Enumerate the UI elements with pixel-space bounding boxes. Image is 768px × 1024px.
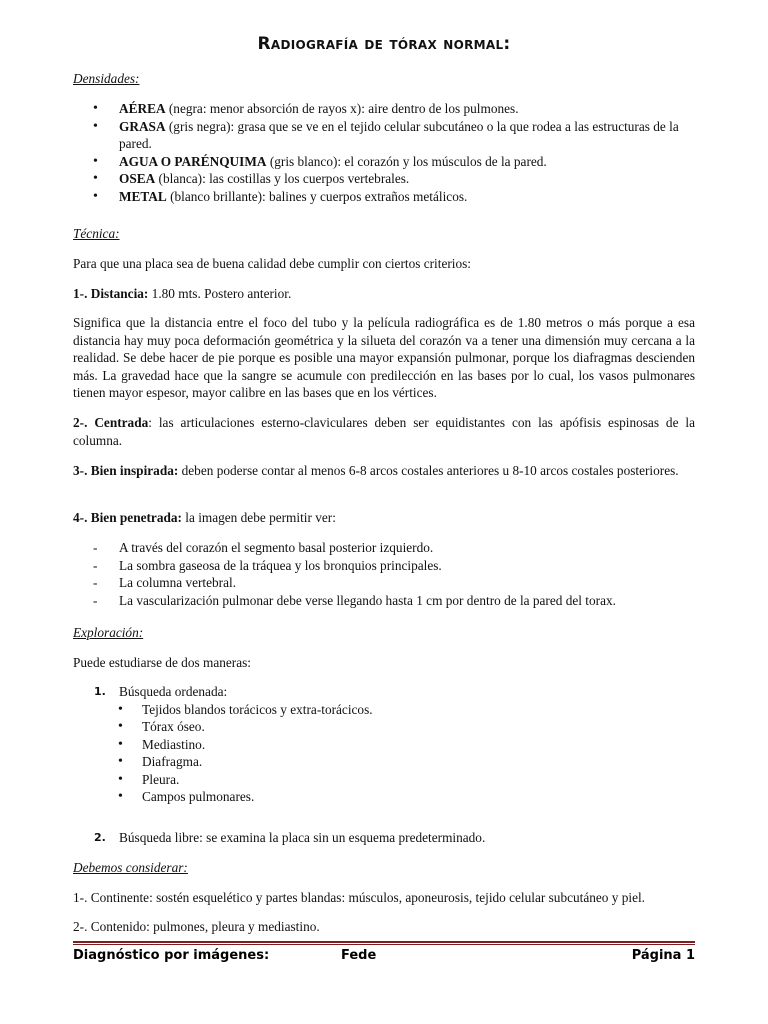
item-number: 2. xyxy=(94,831,106,844)
list-item xyxy=(73,100,695,118)
exploracion-item-2 xyxy=(73,829,695,847)
distancia-line xyxy=(73,285,695,303)
density-text: (negra: menor absorción de rayos x): aire dentro de los pulmones. xyxy=(165,101,519,116)
list-item: - La sombra gaseosa de la tráquea y los bronquios principales. xyxy=(73,557,695,575)
density-term: OSEA xyxy=(119,171,156,186)
tecnica-intro: Para que una placa sea de buena calidad debe cumplir con ciertos criterios: xyxy=(73,256,471,271)
list-item: • Diafragma. xyxy=(73,753,695,771)
list-item: - A través del corazón el segmento basal posterior izquierdo. xyxy=(73,539,695,557)
density-term: METAL xyxy=(119,188,167,204)
list-item: • Pleura. xyxy=(73,771,695,789)
density-text: (gris blanco): el corazón y los músculos de la pared. xyxy=(266,153,547,169)
distancia-label: 1-. Distancia: xyxy=(73,286,149,301)
footer-page-number: Página 1 xyxy=(631,948,695,963)
penetrada-label: 4-. Bien penetrada: xyxy=(73,510,182,525)
centrada-label: 2-. Centrada xyxy=(73,415,149,430)
inspirada-text: deben poderse contar al menos 6-8 arcos costales anteriores u 8-10 arcos costales posteriores. xyxy=(178,463,679,478)
penetrada-line xyxy=(73,509,695,527)
density-text: (blanca): las costillas y los cuerpos vertebrales. xyxy=(155,171,410,186)
distancia-paragraph: Significa que la distancia entre el foco del tubo y la película radiográfica es de 1.80 metros o más porque a esa distancia hay muy poca deformación geométrica y la silueta del corazón va a tener una dimensión muy cercana a la realidad. Se debe hacer de pie porque es posible una mayor expansión pulmonar, porque los diafragmas descienden más. La gravedad hace que la sangre se acumule con predilección en las bases por lo cual, los vasos pulmonares tienen mayor espesor, mayor calibre en las bases que en los vértices. xyxy=(73,315,695,400)
penetrada-text: la imagen debe permitir ver: xyxy=(181,510,336,525)
ordenada-sublist xyxy=(73,701,695,806)
considerar-line-2: 2-. Contenido: pulmones, pleura y mediastino. xyxy=(73,919,320,934)
centrada-paragraph xyxy=(73,414,695,449)
list-item xyxy=(73,153,695,171)
exploracion-intro: Puede estudiarse de dos maneras: xyxy=(73,655,251,670)
considerar-line-1: 1-. Continente: sostén esquelético y partes blandas: músculos, aponeurosis, tejido celular subcutáneo y piel. xyxy=(73,890,645,905)
inspirada-paragraph xyxy=(73,462,695,480)
considerar-heading: Debemos considerar: xyxy=(73,860,188,875)
footer-left: Diagnóstico por imágenes: xyxy=(73,948,270,963)
list-item: • Mediastino. xyxy=(73,736,695,754)
list-item xyxy=(73,188,695,206)
densidades-heading: Densidades: xyxy=(73,71,140,86)
list-item xyxy=(73,118,695,153)
item-text: Búsqueda libre: se examina la placa sin un esquema predeterminado. xyxy=(119,830,486,845)
distancia-text: 1.80 mts. Postero anterior. xyxy=(148,286,292,301)
list-item: - La columna vertebral. xyxy=(73,574,695,592)
footer-rule xyxy=(73,941,695,943)
exploracion-item-1 xyxy=(73,683,695,806)
footer-rule-thin xyxy=(73,944,695,945)
page-title: Radiografía de tórax normal: xyxy=(257,34,511,54)
density-term: AGUA O PARÉNQUIMA xyxy=(119,153,267,169)
penetrada-list xyxy=(73,539,695,609)
list-item: • Tejidos blandos torácicos y extra-torácicos. xyxy=(73,701,695,719)
item-number: 1. xyxy=(94,685,106,698)
density-text: (blanco brillante): balines y cuerpos extraños metálicos. xyxy=(166,188,468,204)
item-text: Búsqueda ordenada: xyxy=(119,684,228,699)
tecnica-heading: Técnica: xyxy=(73,226,120,241)
density-text: (gris negra): grasa que se ve en el tejido celular subcutáneo o la que rodea a las estructuras de la pared. xyxy=(119,118,679,151)
list-item: • Campos pulmonares. xyxy=(73,788,695,806)
list-item xyxy=(73,170,695,188)
list-item: • Tórax óseo. xyxy=(73,718,695,736)
list-item: - La vascularización pulmonar debe verse llegando hasta 1 cm por dentro de la pared del torax. xyxy=(73,592,695,610)
centrada-text: : las articulaciones esterno-claviculares deben ser equidistantes con las apófisis espinosas de la columna. xyxy=(73,415,695,448)
inspirada-label: 3-. Bien inspirada: xyxy=(73,463,179,478)
exploracion-heading: Exploración: xyxy=(73,625,144,640)
footer-center: Fede xyxy=(341,948,377,963)
density-term: AÉREA xyxy=(119,101,166,116)
densidades-list xyxy=(73,100,695,205)
density-term: GRASA xyxy=(119,118,166,134)
